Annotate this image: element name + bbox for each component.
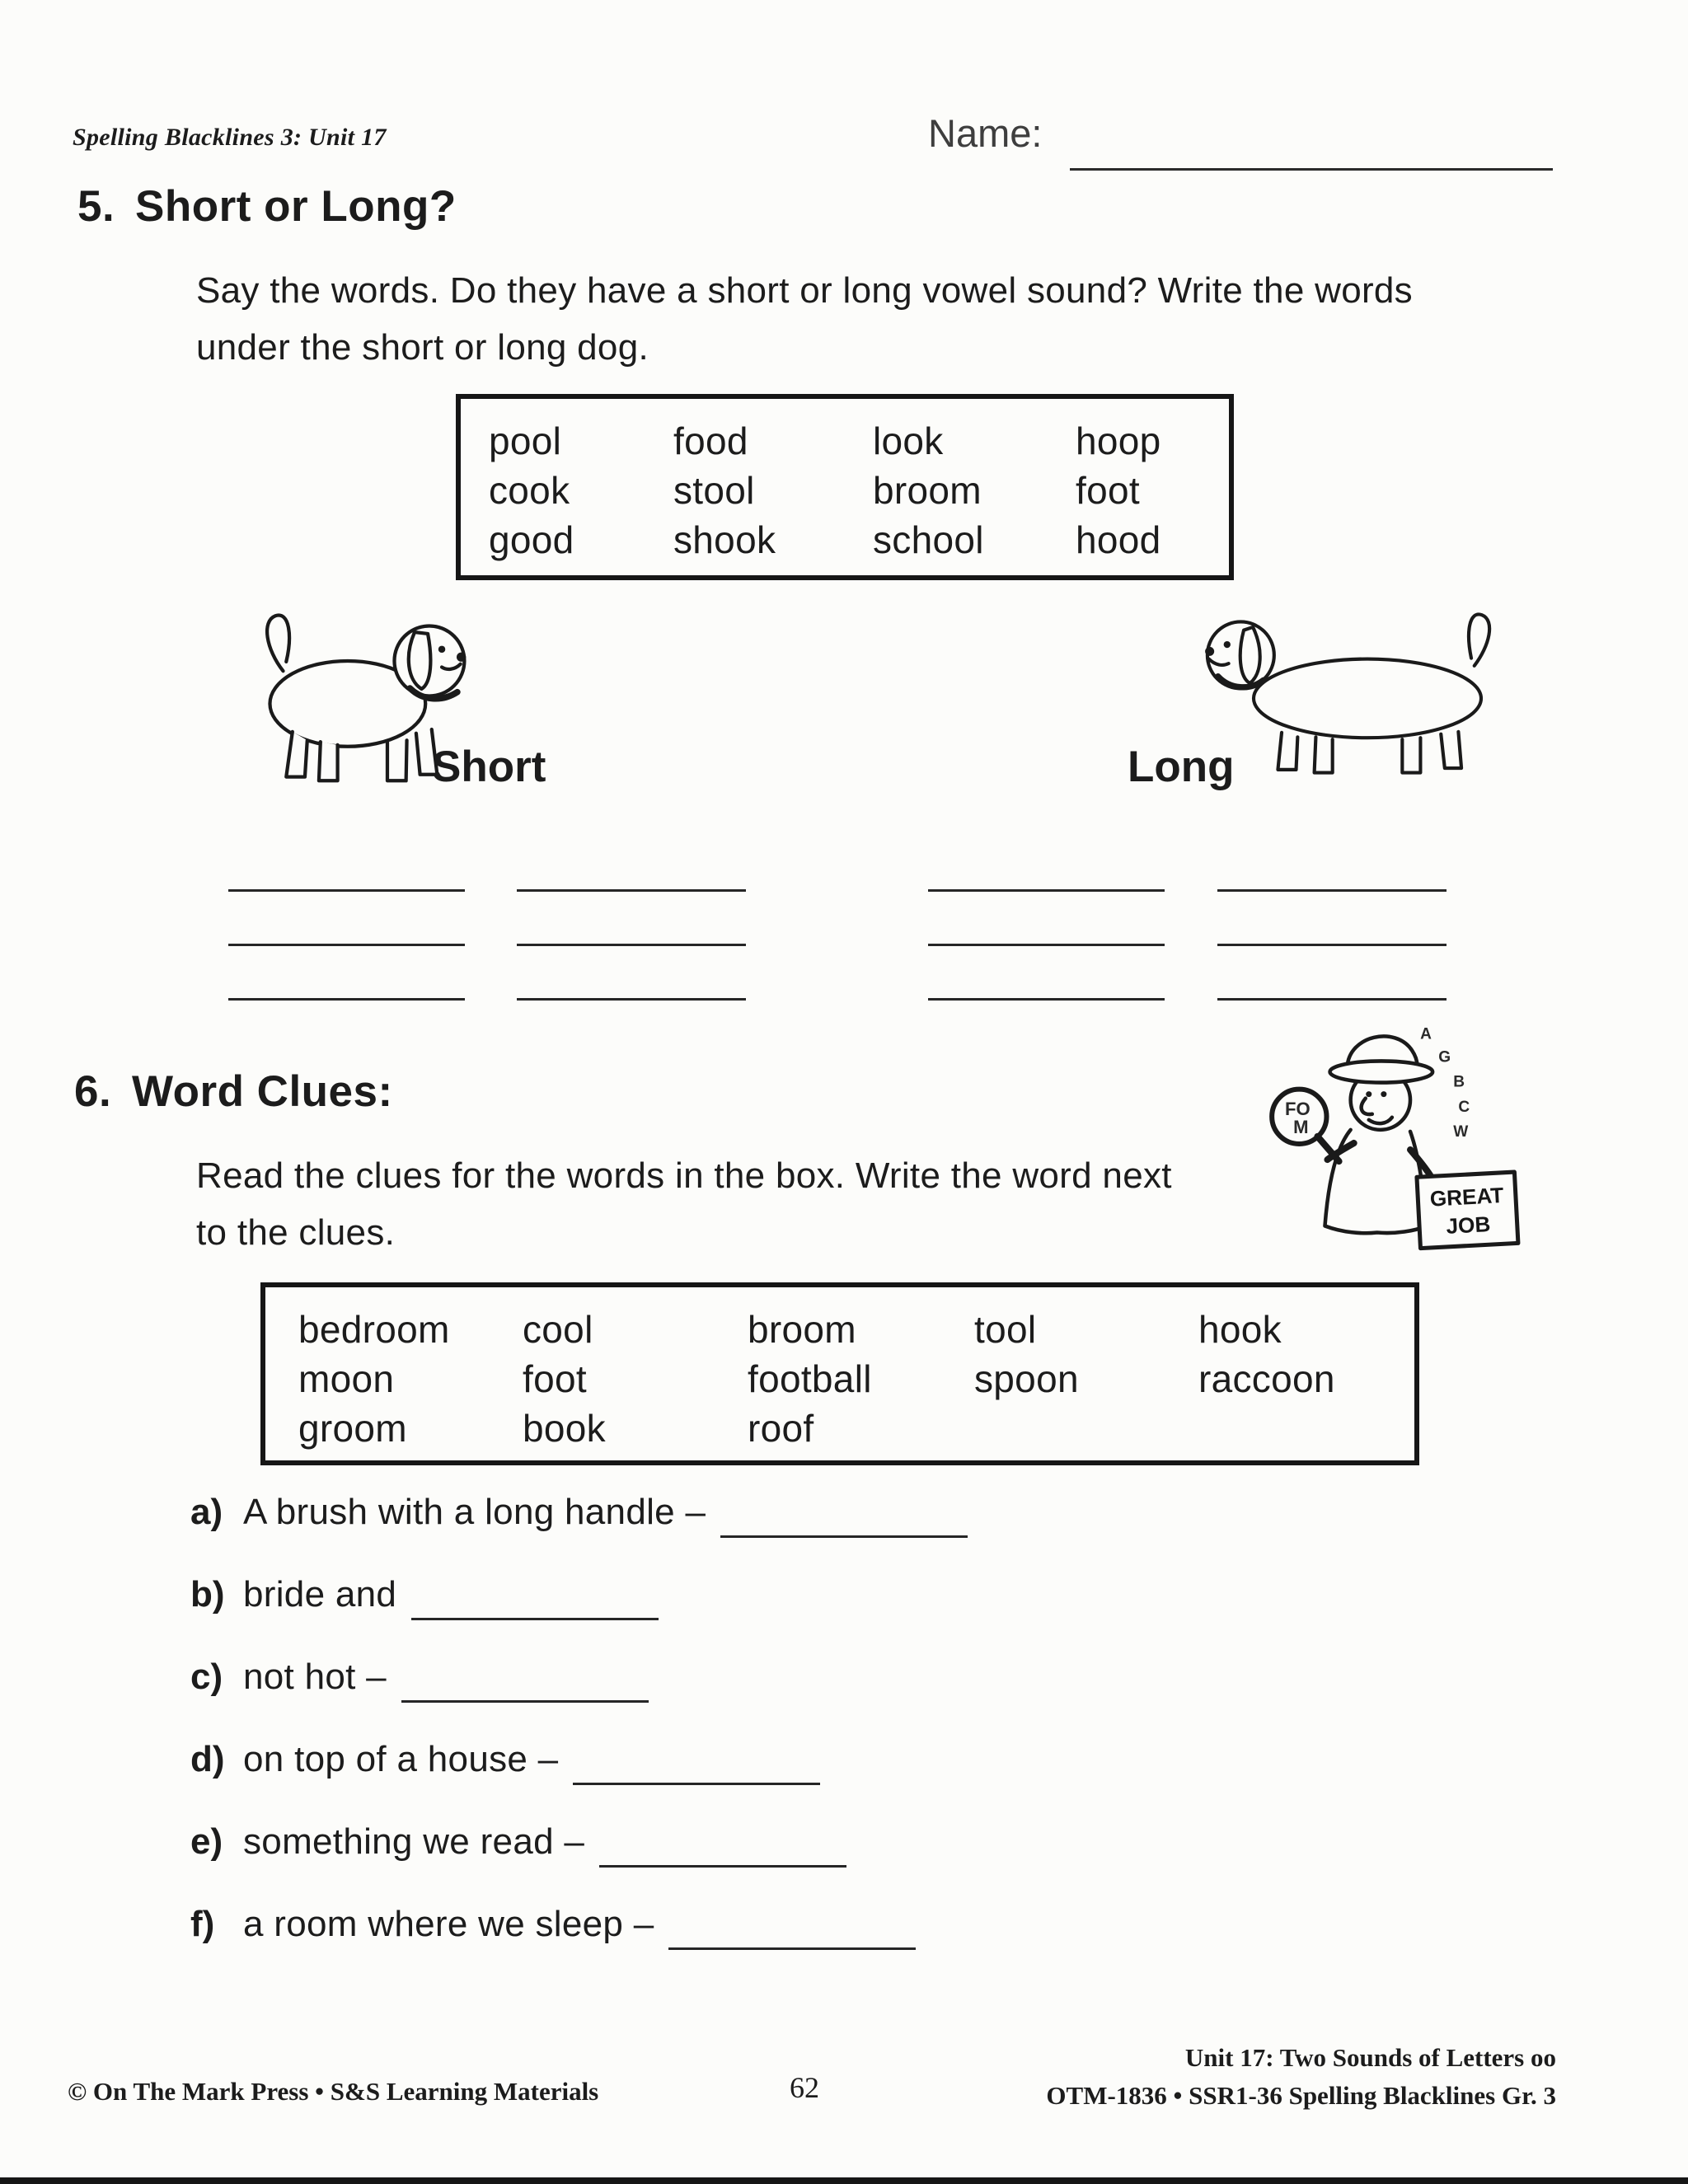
word: bedroom [298,1308,450,1351]
short-answer-lines-col2 [517,837,746,1001]
writing-line [517,837,746,892]
writing-line [228,946,465,1001]
word: hoop [1076,419,1161,462]
detective-illustration [1250,1017,1564,1282]
clue-letter: c) [190,1657,223,1697]
scatter-letter: G [1438,1048,1451,1066]
scatter-letter: W [1453,1122,1469,1141]
writing-line [1217,837,1447,892]
clue-row [190,1574,1443,1657]
word: tool [974,1308,1037,1351]
word: hood [1076,518,1161,561]
word: spoon [974,1357,1079,1400]
scatter-letter: A [1420,1025,1432,1043]
answer-line [599,1821,846,1868]
unit-reference [1046,2039,1556,2115]
section-5-word-box [456,394,1234,580]
instruction-line: to the clues. [196,1212,396,1253]
short-answer-lines-col1 [228,837,465,1001]
writing-line [928,946,1165,1001]
unit-title: Unit 17: Two Sounds of Letters oo [1184,2043,1556,2072]
section-title: Short or Long? [135,182,457,231]
word: pool [489,419,562,462]
word: hook [1198,1308,1282,1351]
short-dog-label: Short [432,743,546,791]
instruction-line: Read the clues for the words in the box. Write the word next [196,1155,1172,1196]
section-number: 6. [74,1067,112,1116]
page-number: 62 [790,2071,819,2104]
answer-line [720,1492,968,1538]
clue-letter: f) [190,1904,215,1944]
word: raccoon [1198,1357,1335,1400]
scatter-letter: B [1453,1073,1465,1091]
clue-row [190,1739,1443,1821]
answer-line [668,1904,916,1950]
writing-line [928,892,1165,946]
great-job-sign [1417,1172,1518,1249]
writing-line [228,837,465,892]
word: groom [298,1407,407,1450]
word: good [489,518,574,561]
writing-line [517,946,746,1001]
scatter-letter: C [1458,1098,1470,1116]
word: roof [748,1407,814,1450]
word: broom [873,469,982,512]
clues-list [190,1492,1443,1986]
word: school [873,518,984,561]
sign-text-line2: JOB [1445,1212,1491,1239]
clue-text: something we read – [243,1821,585,1862]
name-label: Name: [928,111,1043,155]
instruction-line: under the short or long dog. [196,327,649,368]
word: look [873,419,944,462]
name-writing-line [1070,168,1553,171]
clue-letter: a) [190,1492,223,1532]
answer-line [411,1574,659,1620]
word: moon [298,1357,395,1400]
writing-line [228,892,465,946]
section-number: 5. [77,182,115,231]
section-6-word-box [260,1282,1419,1465]
clue-row [190,1657,1443,1739]
publisher-credit: © On The Mark Press • S&S Learning Materials [68,2077,599,2106]
section-5-heading [77,181,457,232]
writing-line [517,892,746,946]
word: broom [748,1308,856,1351]
word: foot [1076,469,1140,512]
clue-row [190,1904,1443,1986]
word: stool [673,469,755,512]
clue-row [190,1492,1443,1574]
answer-line [573,1739,820,1785]
clue-text: on top of a house – [243,1739,559,1779]
word: book [523,1407,606,1450]
product-code: OTM-1836 • SSR1-36 Spelling Blacklines Gr. 3 [1046,2081,1556,2110]
word: shook [673,518,776,561]
clue-letter: b) [190,1574,225,1615]
writing-line [928,837,1165,892]
clue-text: A brush with a long handle – [243,1492,706,1532]
writing-line [1217,946,1447,1001]
word: food [673,419,748,462]
word: football [748,1357,872,1400]
word: foot [523,1357,587,1400]
answer-line [401,1657,649,1703]
writing-line [1217,892,1447,946]
long-dog-label: Long [1128,743,1235,791]
clue-letter: e) [190,1821,223,1862]
section-5-instructions [196,262,1413,376]
clue-text: bride and [243,1574,397,1615]
lens-letters-line2: M [1293,1116,1309,1137]
lens-letters-line1: FO [1284,1098,1311,1119]
page-scan-edge [0,2177,1688,2184]
word: cool [523,1308,593,1351]
clue-letter: d) [190,1739,225,1779]
section-6-instructions [196,1147,1172,1261]
long-answer-lines-col1 [928,837,1165,1001]
word: cook [489,469,570,512]
clue-row [190,1821,1443,1904]
section-6-heading [74,1066,393,1117]
sign-text-line1: GREAT [1429,1182,1505,1212]
instruction-line: Say the words. Do they have a short or long vowel sound? Write the words [196,270,1413,311]
book-series-label: Spelling Blacklines 3: Unit 17 [73,124,387,151]
long-answer-lines-col2 [1217,837,1447,1001]
section-title: Word Clues: [132,1067,393,1116]
clue-text: not hot – [243,1657,387,1697]
clue-text: a room where we sleep – [243,1904,654,1944]
